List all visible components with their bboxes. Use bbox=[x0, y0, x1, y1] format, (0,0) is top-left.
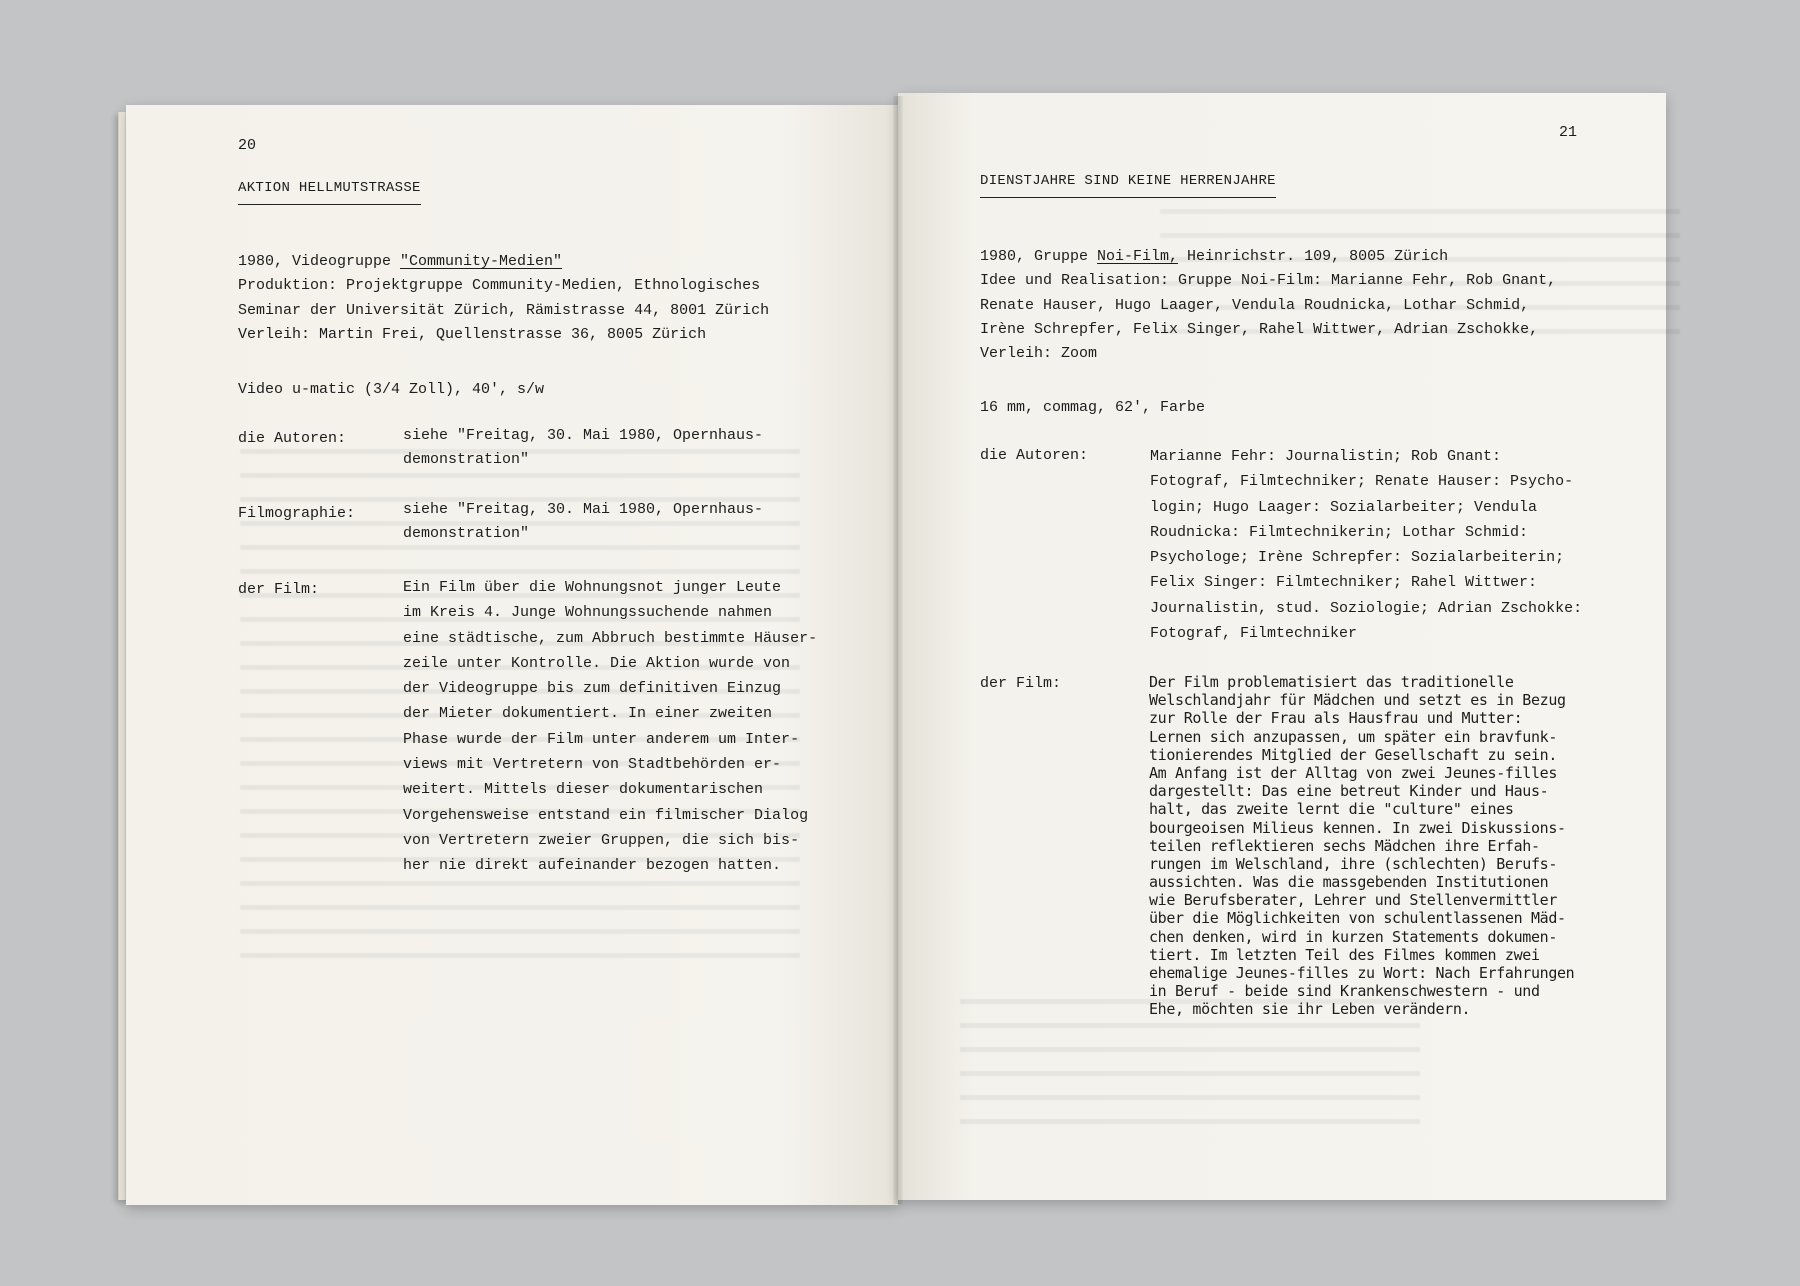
left-film-line: der Mieter dokumentiert. In einer zweiten bbox=[403, 705, 773, 723]
left-authors-text bbox=[403, 424, 763, 473]
right-film-line: Der Film problematisiert das traditionelle bbox=[1149, 673, 1514, 691]
left-film-line: weitert. Mittels dieser dokumentarischen bbox=[403, 781, 764, 799]
left-film-line: Phase wurde der Film unter anderem um Inter- bbox=[403, 730, 800, 748]
right-film-text bbox=[1149, 673, 1574, 1019]
right-film-line: bourgeoisen Milieus kennen. In zwei Diskussions- bbox=[1149, 818, 1566, 837]
left-page-number: 20 bbox=[238, 137, 257, 154]
right-credits-group: Noi-Film, bbox=[1097, 248, 1179, 265]
left-film-line: Ein Film über die Wohnungsnot junger Leute bbox=[403, 579, 782, 596]
right-authors-line: Fotograf, Filmtechniker bbox=[1150, 625, 1358, 643]
right-film-line: tionierendes Mitglied der Gesellschaft zu sein. bbox=[1149, 745, 1557, 764]
right-film-line: über die Möglichkeiten von schulentlassenen Mäd- bbox=[1149, 909, 1566, 928]
left-filmography-label: Filmographie: bbox=[238, 505, 356, 522]
right-film-line: aussichten. Was die massgebenden Institutionen bbox=[1149, 873, 1549, 892]
right-page-title: DIENSTJAHRE SIND KEINE HERRENJAHRE bbox=[980, 173, 1276, 198]
right-authors-text bbox=[1150, 444, 1582, 646]
left-authors-line: siehe "Freitag, 30. Mai 1980, Opernhaus- bbox=[403, 427, 764, 444]
right-film-label: der Film: bbox=[980, 675, 1062, 692]
right-film-line: Lernen sich anzupassen, um später ein bravfunk- bbox=[1149, 727, 1557, 746]
left-credits-line: Seminar der Universität Zürich, Rämistrasse 44, 8001 Zürich bbox=[238, 301, 770, 319]
right-authors-line: Journalistin, stud. Soziologie; Adrian Zschokke: bbox=[1150, 599, 1583, 617]
left-authors-line: demonstration" bbox=[403, 451, 530, 469]
left-filmography-line: demonstration" bbox=[403, 525, 530, 543]
right-film-line: Welschlandjahr für Mädchen und setzt es in Bezug bbox=[1149, 691, 1566, 710]
right-credits-line: Renate Hauser, Hugo Laager, Vendula Roudnicka, Lothar Schmid, bbox=[980, 296, 1530, 314]
right-film-line: Am Anfang ist der Alltag von zwei Jeunes-filles bbox=[1149, 763, 1557, 782]
right-authors-line: login; Hugo Laager: Sozialarbeiter; Vendula bbox=[1150, 498, 1538, 516]
right-credits-line: Irène Schrepfer, Felix Singer, Rahel Wittwer, Adrian Zschokke, bbox=[980, 320, 1539, 338]
left-film-line: der Videogruppe bis zum definitiven Einzug bbox=[403, 680, 782, 698]
left-film-line: Vorgehensweise entstand ein filmischer Dialog bbox=[403, 806, 809, 824]
left-credits-group: "Community-Medien" bbox=[400, 253, 563, 270]
right-credits bbox=[980, 245, 1556, 366]
left-credits-prefix: 1980, Videogruppe bbox=[238, 253, 401, 270]
right-authors-line: Psychologe; Irène Schrepfer: Sozialarbeiterin; bbox=[1150, 549, 1565, 567]
right-page-number: 21 bbox=[1559, 124, 1578, 141]
right-film-line: ehemalige Jeunes-filles zu Wort: Nach Erfahrungen bbox=[1149, 964, 1575, 982]
right-film-line: chen denken, wird in kurzen Statements dokumen- bbox=[1149, 927, 1557, 946]
book-gutter bbox=[893, 96, 903, 1204]
right-format: 16 mm, commag, 62', Farbe bbox=[980, 399, 1206, 416]
right-credits-line: Verleih: Zoom bbox=[980, 345, 1098, 363]
left-film-line: her nie direkt aufeinander bezogen hatten. bbox=[403, 857, 782, 875]
right-authors-line: Felix Singer: Filmtechniker; Rahel Wittwer: bbox=[1150, 574, 1538, 592]
left-film-line: zeile unter Kontrolle. Die Aktion wurde von bbox=[403, 654, 791, 672]
right-film-line: in Beruf - beide sind Krankenschwestern - und bbox=[1149, 982, 1540, 1001]
right-authors-line: Roudnicka: Filmtechnikerin; Lothar Schmid: bbox=[1150, 523, 1529, 541]
left-film-line: von Vertretern zweier Gruppen, die sich bis- bbox=[403, 831, 800, 849]
right-film-line: wie Berufsberater, Lehrer und Stellenvermittler bbox=[1149, 891, 1557, 910]
left-film-line: im Kreis 4. Junge Wohnungssuchende nahmen bbox=[403, 604, 773, 622]
left-film-label: der Film: bbox=[238, 581, 320, 598]
right-credits-first-line bbox=[980, 245, 1556, 269]
left-credits bbox=[238, 250, 769, 347]
right-authors-line: Marianne Fehr: Journalistin; Rob Gnant: bbox=[1150, 448, 1502, 465]
right-film-line: rungen im Welschland, ihre (schlechten) Berufs- bbox=[1149, 854, 1557, 873]
right-credits-line: Idee und Realisation: Gruppe Noi-Film: Marianne Fehr, Rob Gnant, bbox=[980, 272, 1557, 290]
left-film-line: views mit Vertretern von Stadtbehörden er- bbox=[403, 756, 782, 774]
right-credits-prefix: 1980, Gruppe bbox=[980, 248, 1098, 265]
left-credits-first-line bbox=[238, 250, 769, 274]
left-film-line: eine städtische, zum Abbruch bestimmte Häuser- bbox=[403, 629, 818, 647]
right-film-line: zur Rolle der Frau als Hausfrau und Mutter: bbox=[1149, 709, 1523, 728]
right-film-line: tiert. Im letzten Teil des Filmes kommen zwei bbox=[1149, 945, 1540, 964]
left-page-title: AKTION HELLMUTSTRASSE bbox=[238, 180, 421, 205]
left-film-text bbox=[403, 575, 817, 879]
left-filmography-text bbox=[403, 498, 763, 547]
right-film-line: halt, das zweite lernt die "culture" eines bbox=[1149, 800, 1514, 819]
right-film-line: dargestellt: Das eine betreut Kinder und Haus- bbox=[1149, 782, 1549, 801]
left-authors-label: die Autoren: bbox=[238, 430, 347, 447]
right-film-line: Ehe, möchten sie ihr Leben verändern. bbox=[1149, 1000, 1471, 1019]
left-format: Video u-matic (3/4 Zoll), 40', s/w bbox=[238, 381, 545, 398]
right-credits-suffix: Heinrichstr. 109, 8005 Zürich bbox=[1178, 248, 1449, 265]
left-filmography-line: siehe "Freitag, 30. Mai 1980, Opernhaus- bbox=[403, 501, 764, 518]
right-authors-line: Fotograf, Filmtechniker; Renate Hauser: Psycho- bbox=[1150, 473, 1574, 491]
right-authors-label: die Autoren: bbox=[980, 447, 1089, 464]
right-film-line: teilen reflektieren sechs Mädchen ihre Erfah- bbox=[1149, 836, 1540, 855]
left-credits-line: Produktion: Projektgruppe Community-Medien, Ethnologisches bbox=[238, 277, 761, 295]
left-credits-line: Verleih: Martin Frei, Quellenstrasse 36, 8005 Zürich bbox=[238, 325, 707, 343]
